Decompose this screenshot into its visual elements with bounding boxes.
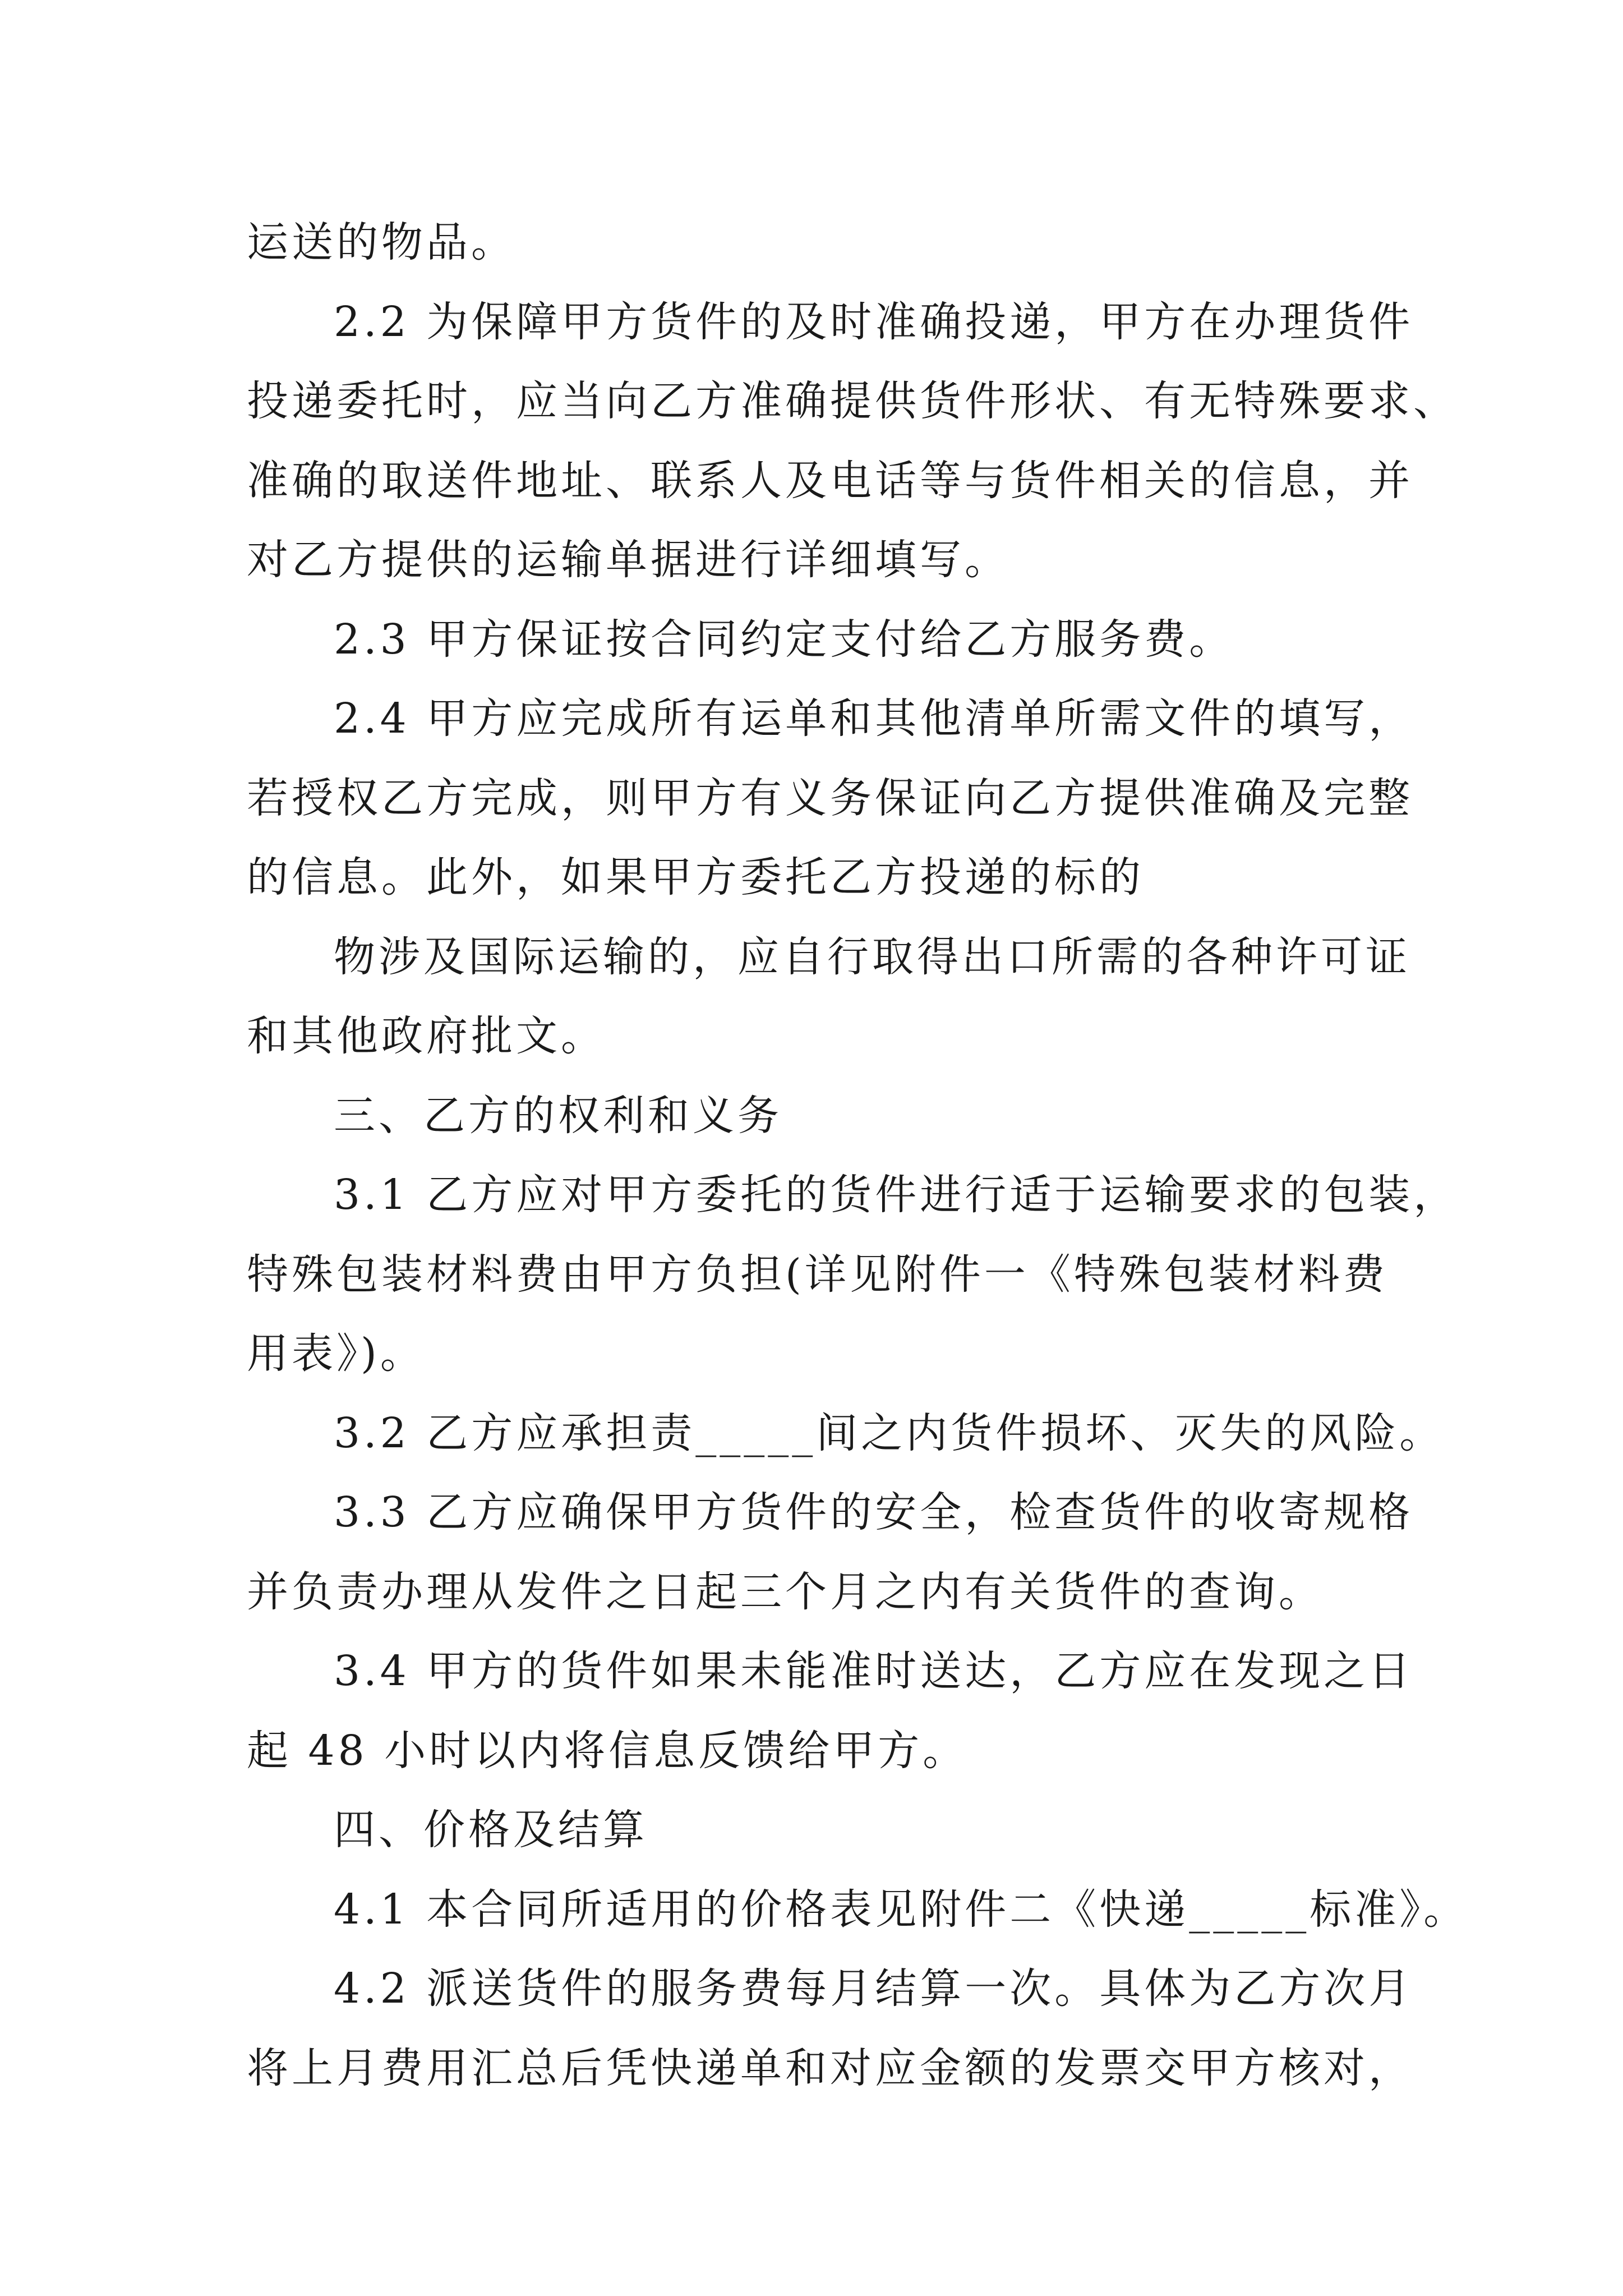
- text-line: 准确的取送件地址、联系人及电话等与货件相关的信息，并: [247, 456, 1413, 505]
- text-line: 物涉及国际运输的，应自行取得出口所需的各种许可证: [334, 932, 1410, 981]
- text-line: 特殊包装材料费由甲方负担(详见附件一《特殊包装材料费: [247, 1250, 1388, 1299]
- section-heading: 四、价格及结算: [334, 1806, 648, 1854]
- text-line: 4.2 派送货件的服务费每月结算一次。具体为乙方次月: [334, 1964, 1414, 2013]
- text-line: 3.3 乙方应确保甲方货件的安全，检查货件的收寄规格: [334, 1488, 1414, 1536]
- text-line: 运送的物品。: [247, 218, 516, 266]
- contract-body: [247, 203, 1469, 2108]
- text-line: 和其他政府批文。: [247, 1012, 606, 1060]
- text-line: 2.2 为保障甲方货件的及时准确投递，甲方在办理货件: [334, 297, 1414, 346]
- text-line: 投递委托时，应当向乙方准确提供货件形状、有无特殊要求、: [247, 377, 1458, 425]
- text-line: 若授权乙方完成，则甲方有义务保证向乙方提供准确及完整: [247, 774, 1413, 822]
- text-line: 将上月费用汇总后凭快递单和对应金额的发票交甲方核对，: [247, 2044, 1413, 2092]
- text-line: 的信息。此外，如果甲方委托乙方投递的标的: [247, 853, 1144, 901]
- text-line: 2.4 甲方应完成所有运单和其他清单所需文件的填写，: [334, 694, 1414, 743]
- text-line: 3.4 甲方的货件如果未能准时送达，乙方应在发现之日: [334, 1647, 1414, 1695]
- text-line: 4.1 本合同所适用的价格表见附件二《快递_____标准》。: [334, 1885, 1469, 1934]
- section-heading: 三、乙方的权利和义务: [334, 1091, 782, 1140]
- text-line: 起 48 小时以内将信息反馈给甲方。: [247, 1726, 968, 1775]
- text-line: 并负责办理从发件之日起三个月之内有关货件的查询。: [247, 1567, 1324, 1616]
- text-line: 3.2 乙方应承担责_____间之内货件损坏、灭失的风险。: [334, 1409, 1445, 1457]
- text-line: 用表》)。: [247, 1329, 425, 1378]
- text-line: 3.1 乙方应对甲方委托的货件进行适于运输要求的包装，: [334, 1171, 1459, 1219]
- text-line: 对乙方提供的运输单据进行详细填写。: [247, 536, 1009, 584]
- text-line: 2.3 甲方保证按合同约定支付给乙方服务费。: [334, 615, 1234, 664]
